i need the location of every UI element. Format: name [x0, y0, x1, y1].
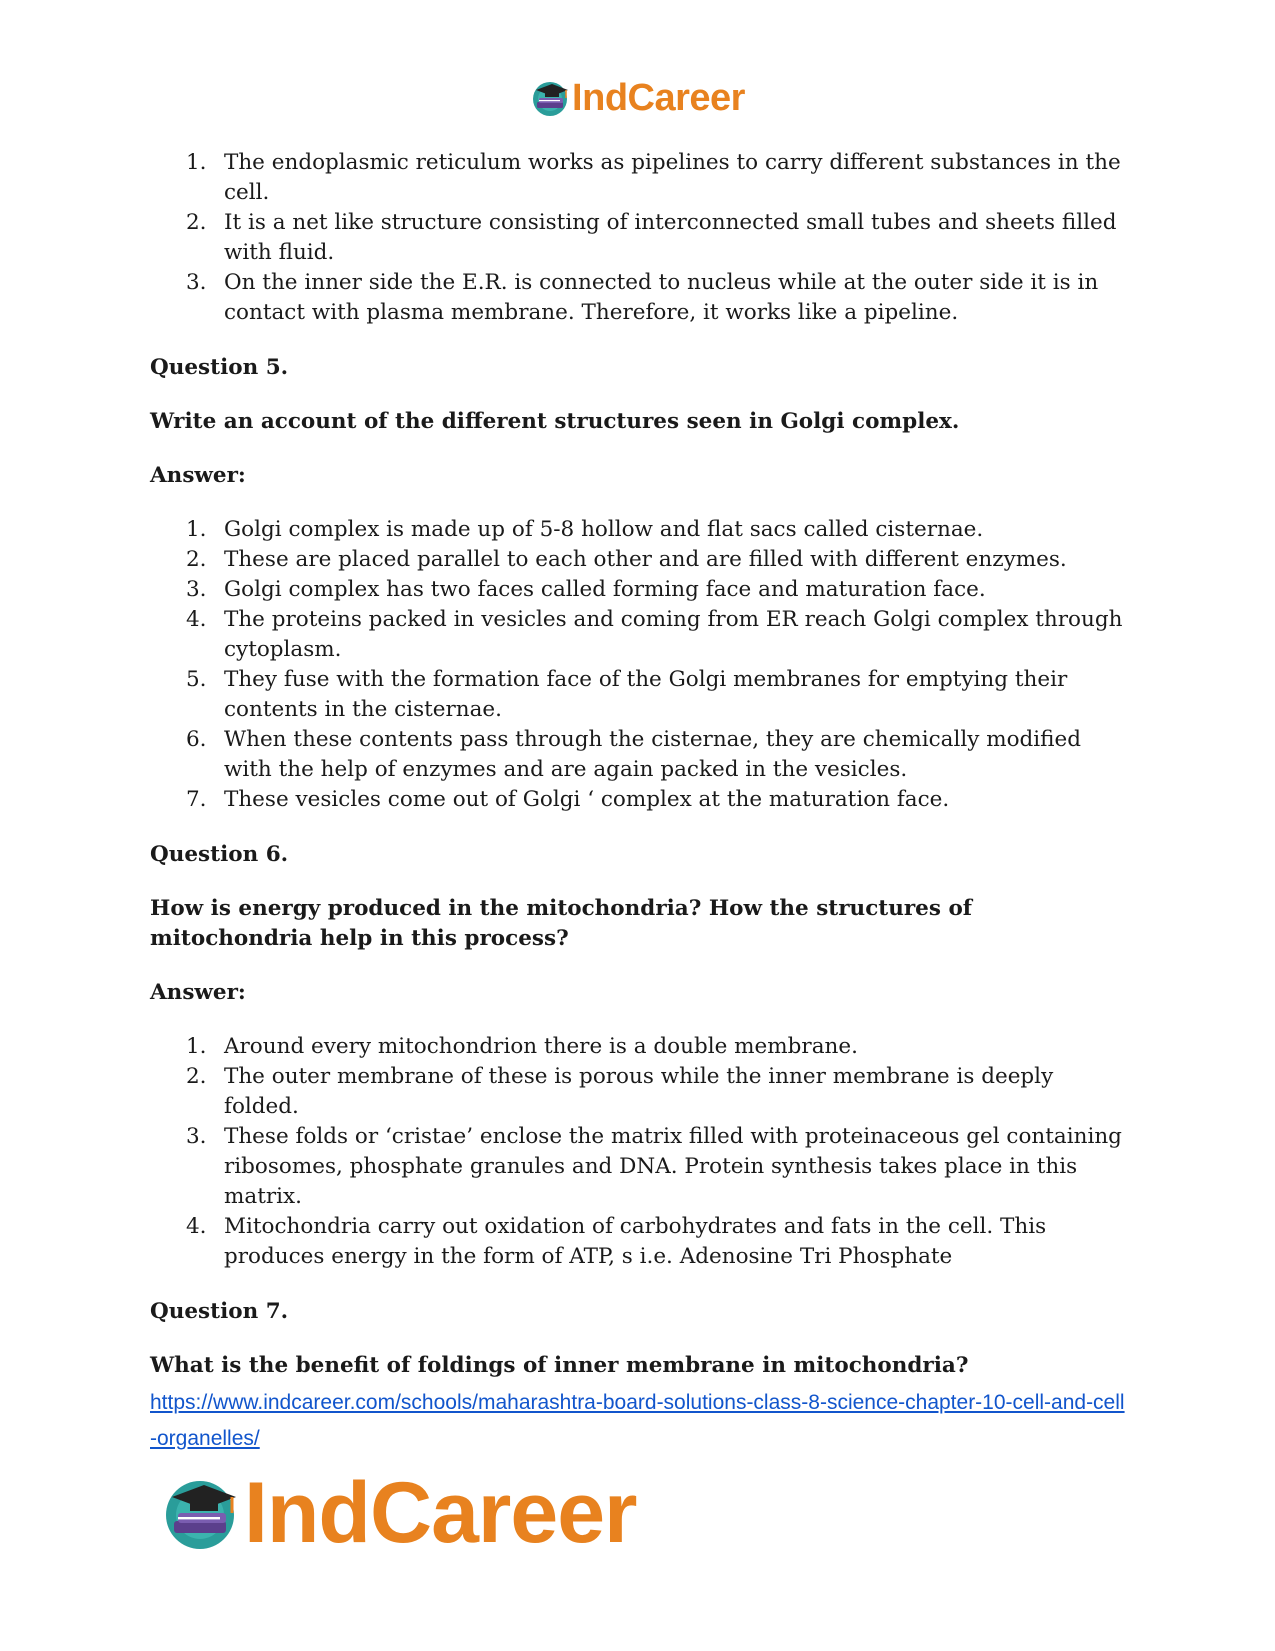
question-6-label: Question 6. [150, 842, 289, 867]
question-7-text: What is the benefit of foldings of inner membrane in mitochondria? [150, 1353, 969, 1378]
graduation-cap-book-logo-icon [530, 78, 572, 118]
list-item: 3. Golgi complex has two faces called forming face and maturation face. [186, 577, 986, 602]
question-5-label: Question 5. [150, 355, 289, 380]
intro-list [150, 148, 1125, 328]
list-item: 5. They fuse with the formation face of the Golgi membranes for emptying their contents in the cisternae. [186, 667, 1068, 722]
list-item: 1. Golgi complex is made up of 5-8 hollow and flat sacs called cisternae. [186, 517, 984, 542]
list-item: 3. These folds or ‘cristae’ enclose the matrix filled with proteinaceous gel containing ribosomes, phosphate granules and DNA. Protein synthesis takes place in this matrix. [186, 1124, 1122, 1209]
indcareer-logo [530, 78, 745, 118]
indcareer-logo-large [160, 1465, 637, 1561]
question-5-answer-list [150, 515, 1125, 815]
list-item: 3. On the inner side the E.R. is connected to nucleus while at the outer side it is in contact with plasma membrane. Therefore, it works like a pipeline. [186, 270, 1099, 325]
logo-wordmark: IndCareer [572, 77, 745, 119]
list-item: 4. The proteins packed in vesicles and coming from ER reach Golgi complex through cytoplasm. [186, 607, 1123, 662]
question-6-answer-list [150, 1032, 1125, 1272]
question-6-answer-label: Answer: [150, 980, 246, 1005]
list-item: 7. These vesicles come out of Golgi ‘ complex at the maturation face. [186, 787, 950, 812]
graduation-cap-book-logo-icon [160, 1471, 244, 1555]
list-item: 6. When these contents pass through the cisternae, they are chemically modified with the help of enzymes and are again packed in the vesicles. [186, 727, 1081, 782]
list-item: 1. Around every mitochondrion there is a double membrane. [186, 1034, 858, 1059]
main-content [150, 148, 1125, 1381]
list-item: 2. These are placed parallel to each other and are filled with different enzymes. [186, 547, 1067, 572]
question-7-label: Question 7. [150, 1299, 289, 1324]
question-5-text: Write an account of the different structures seen in Golgi complex. [150, 409, 960, 434]
question-5-answer-label: Answer: [150, 463, 246, 488]
list-item: 1. The endoplasmic reticulum works as pipelines to carry different substances in the cell. [186, 150, 1121, 205]
question-6-text: How is energy produced in the mitochondria? How the structures of mitochondria help in this process? [150, 896, 973, 951]
list-item: 2. It is a net like structure consisting of interconnected small tubes and sheets filled with fluid. [186, 210, 1117, 265]
list-item: 2. The outer membrane of these is porous while the inner membrane is deeply folded. [186, 1064, 1054, 1119]
footer-logo [160, 1465, 637, 1561]
header-logo [0, 78, 1275, 118]
logo-wordmark: IndCareer [244, 1465, 637, 1561]
source-link[interactable]: https://www.indcareer.com/schools/maharashtra-board-solutions-class-8-science-chapter-10-cell-and-cell-organelles/ [150, 1391, 1125, 1450]
list-item: 4. Mitochondria carry out oxidation of carbohydrates and fats in the cell. This produces energy in the form of ATP, s i.e. Adenosine Tri Phosphate [186, 1214, 1047, 1269]
